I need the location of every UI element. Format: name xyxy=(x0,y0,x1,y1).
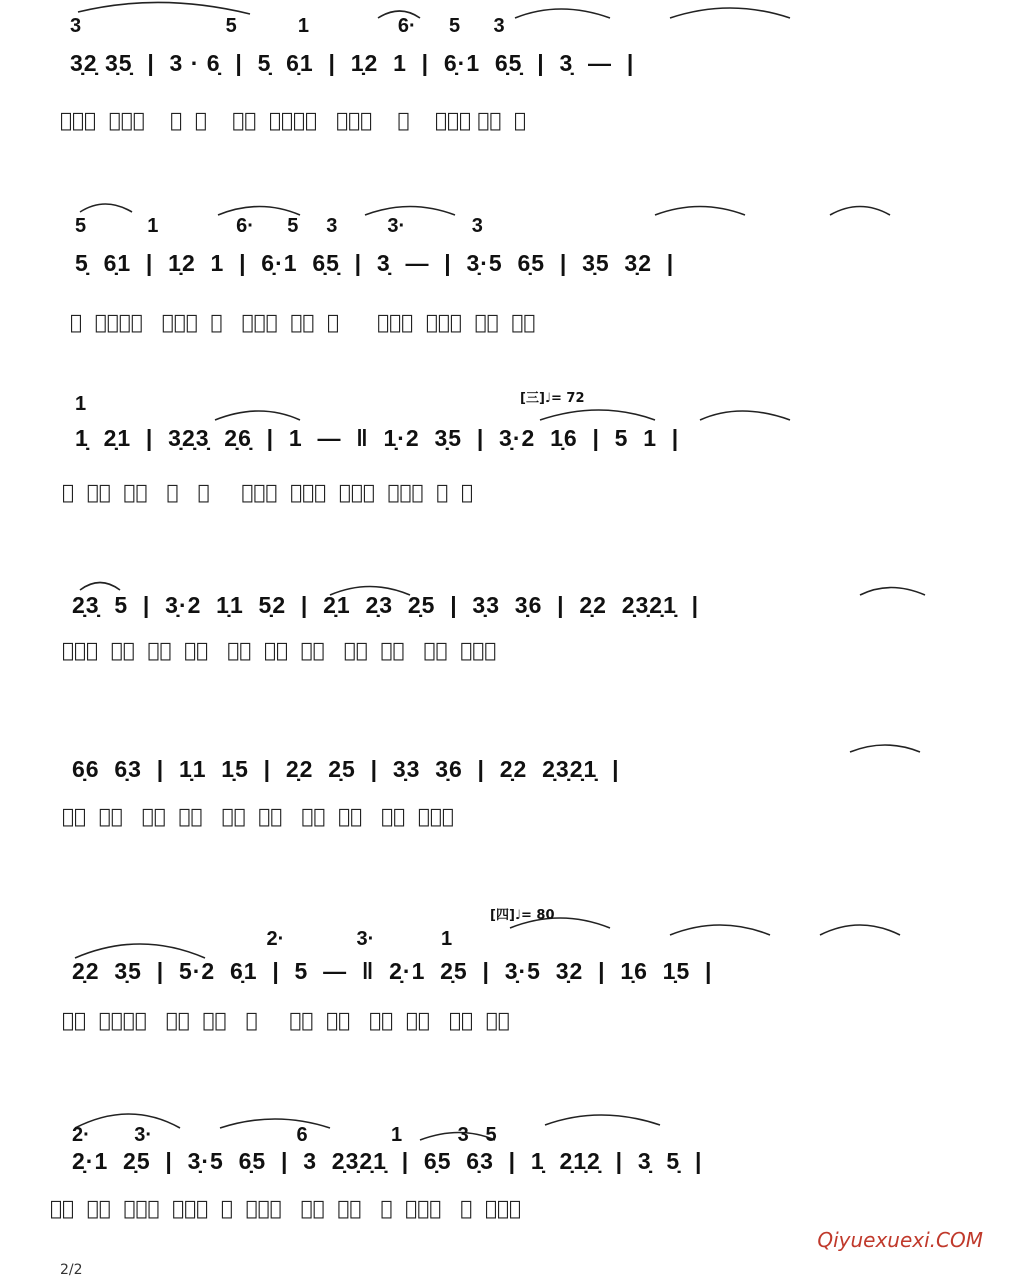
notation-line: 1̣ 2̣1 | 3̣2̣3̣ 2̣6̣ | 1 — ‖ 1̣·2 3̣5 | 3̣·2 1̣6 | 5 1 | xyxy=(75,425,680,451)
jianzi-line: 𤓰下十 旬上六 旬 乇 𤓰㝎 上七九乇 大圥𠀆 旬 𤓰乇隹 旬𤓰 𤓰 xyxy=(60,108,527,132)
notation-line: 6̣6 6̣3 | 1̣1 1̣5 | 2̣2 2̣5 | 3̣3 3̣6 | 2̣2 2̣3̣2̣1̣ | xyxy=(72,756,620,782)
chord-line: 2· 3· 1 xyxy=(72,928,453,950)
chord-line: 5 1 6· 5 3 3· 3 xyxy=(75,215,483,237)
chord-line: 3 5 1 6· 5 3 xyxy=(70,15,505,37)
jianzi-line: 𤓰勹 上七九乇 𤓰勹 乇勹 𠀆 𤓰艮 旬乇 𤓰隹 旬乇 𤓰艮 旬乇 xyxy=(62,1008,510,1032)
jianzi-line: 𤓰 上七九乇 大圥隹 旬 𤓰乇隹 旬𤓰 𤓰 𤓰上六 上七六 𤓰隹 旬乇 xyxy=(70,310,536,334)
chord-line: 1 xyxy=(75,393,87,415)
notation-line: 3̣2̣ 3̣5̣ | 3 · 6̣ | 5̣ 6̣1 | 1̣2 1 | 6̣·1 6̣5̣ | 3̣ — | xyxy=(70,50,635,76)
notation-line: 2̣·1 2̣5 | 3̣·5 6̣5 | 3 2̣3̣2̣1̣ | 6̣5 6̣3 | 1̣ 2̣1̣2̣ | 3̣ 5̣ | xyxy=(72,1148,703,1174)
site-watermark: Qiyuexuexi.COM xyxy=(817,1228,983,1252)
notation-line: 2̣2 3̣5 | 5·2 6̣1 | 5 — ‖ 2̣·1 2̣5 | 3̣·5 3̣2 | 1̣6 1̣5 | xyxy=(72,958,713,984)
chord-line: 2· 3· 6 1 3 5 xyxy=(72,1124,497,1146)
jianzi-line: 𤓰上六 𤓰乇 𤓰勹 乇勹 𤓰勹 𤓰隹 旬乇 𤓰勹 𤓰乇 𤓰勹 𤓰立乇 xyxy=(62,638,497,662)
jianzi-line: 𤓰勹 𤓰乇 𤓰勹 𤓰乇 𤓰勹 𤓰乇 𤓰勹 𤓰乇 𤓰勹 𤓰立乇 xyxy=(62,804,454,828)
jianzi-line: 𤓰艮 旬乇 𤓰上六 上七六 𤓰 𠀆立乇 𤓰艮 旬乇 𤓰 𤓰乇𤓰 𤓰 大圥六 xyxy=(50,1196,521,1220)
notation-line: 2̣3̣ 5 | 3̣·2 1̣1 5̣2 | 2̣1 2̣3 2̣5 | 3̣3 3̣6 | 2̣2 2̣3̣2̣1̣ | xyxy=(72,592,700,618)
section-marker: [四]♩= 80 xyxy=(490,908,555,923)
page-number: 2/2 xyxy=(60,1262,83,1278)
section-marker: [三]♩= 72 xyxy=(520,391,585,406)
jianzi-line: 𤓰 𤓰乇 勹徕 乇 勹 𤓰上十 上七六 𤓰下十 上二乇 𤓰 勹 xyxy=(62,480,473,504)
notation-line: 5̣ 6̣1 | 1̣2 1 | 6̣·1 6̣5̣ | 3̣ — | 3̣·5 6̣5 | 3̣5 3̣2 | xyxy=(75,250,675,276)
